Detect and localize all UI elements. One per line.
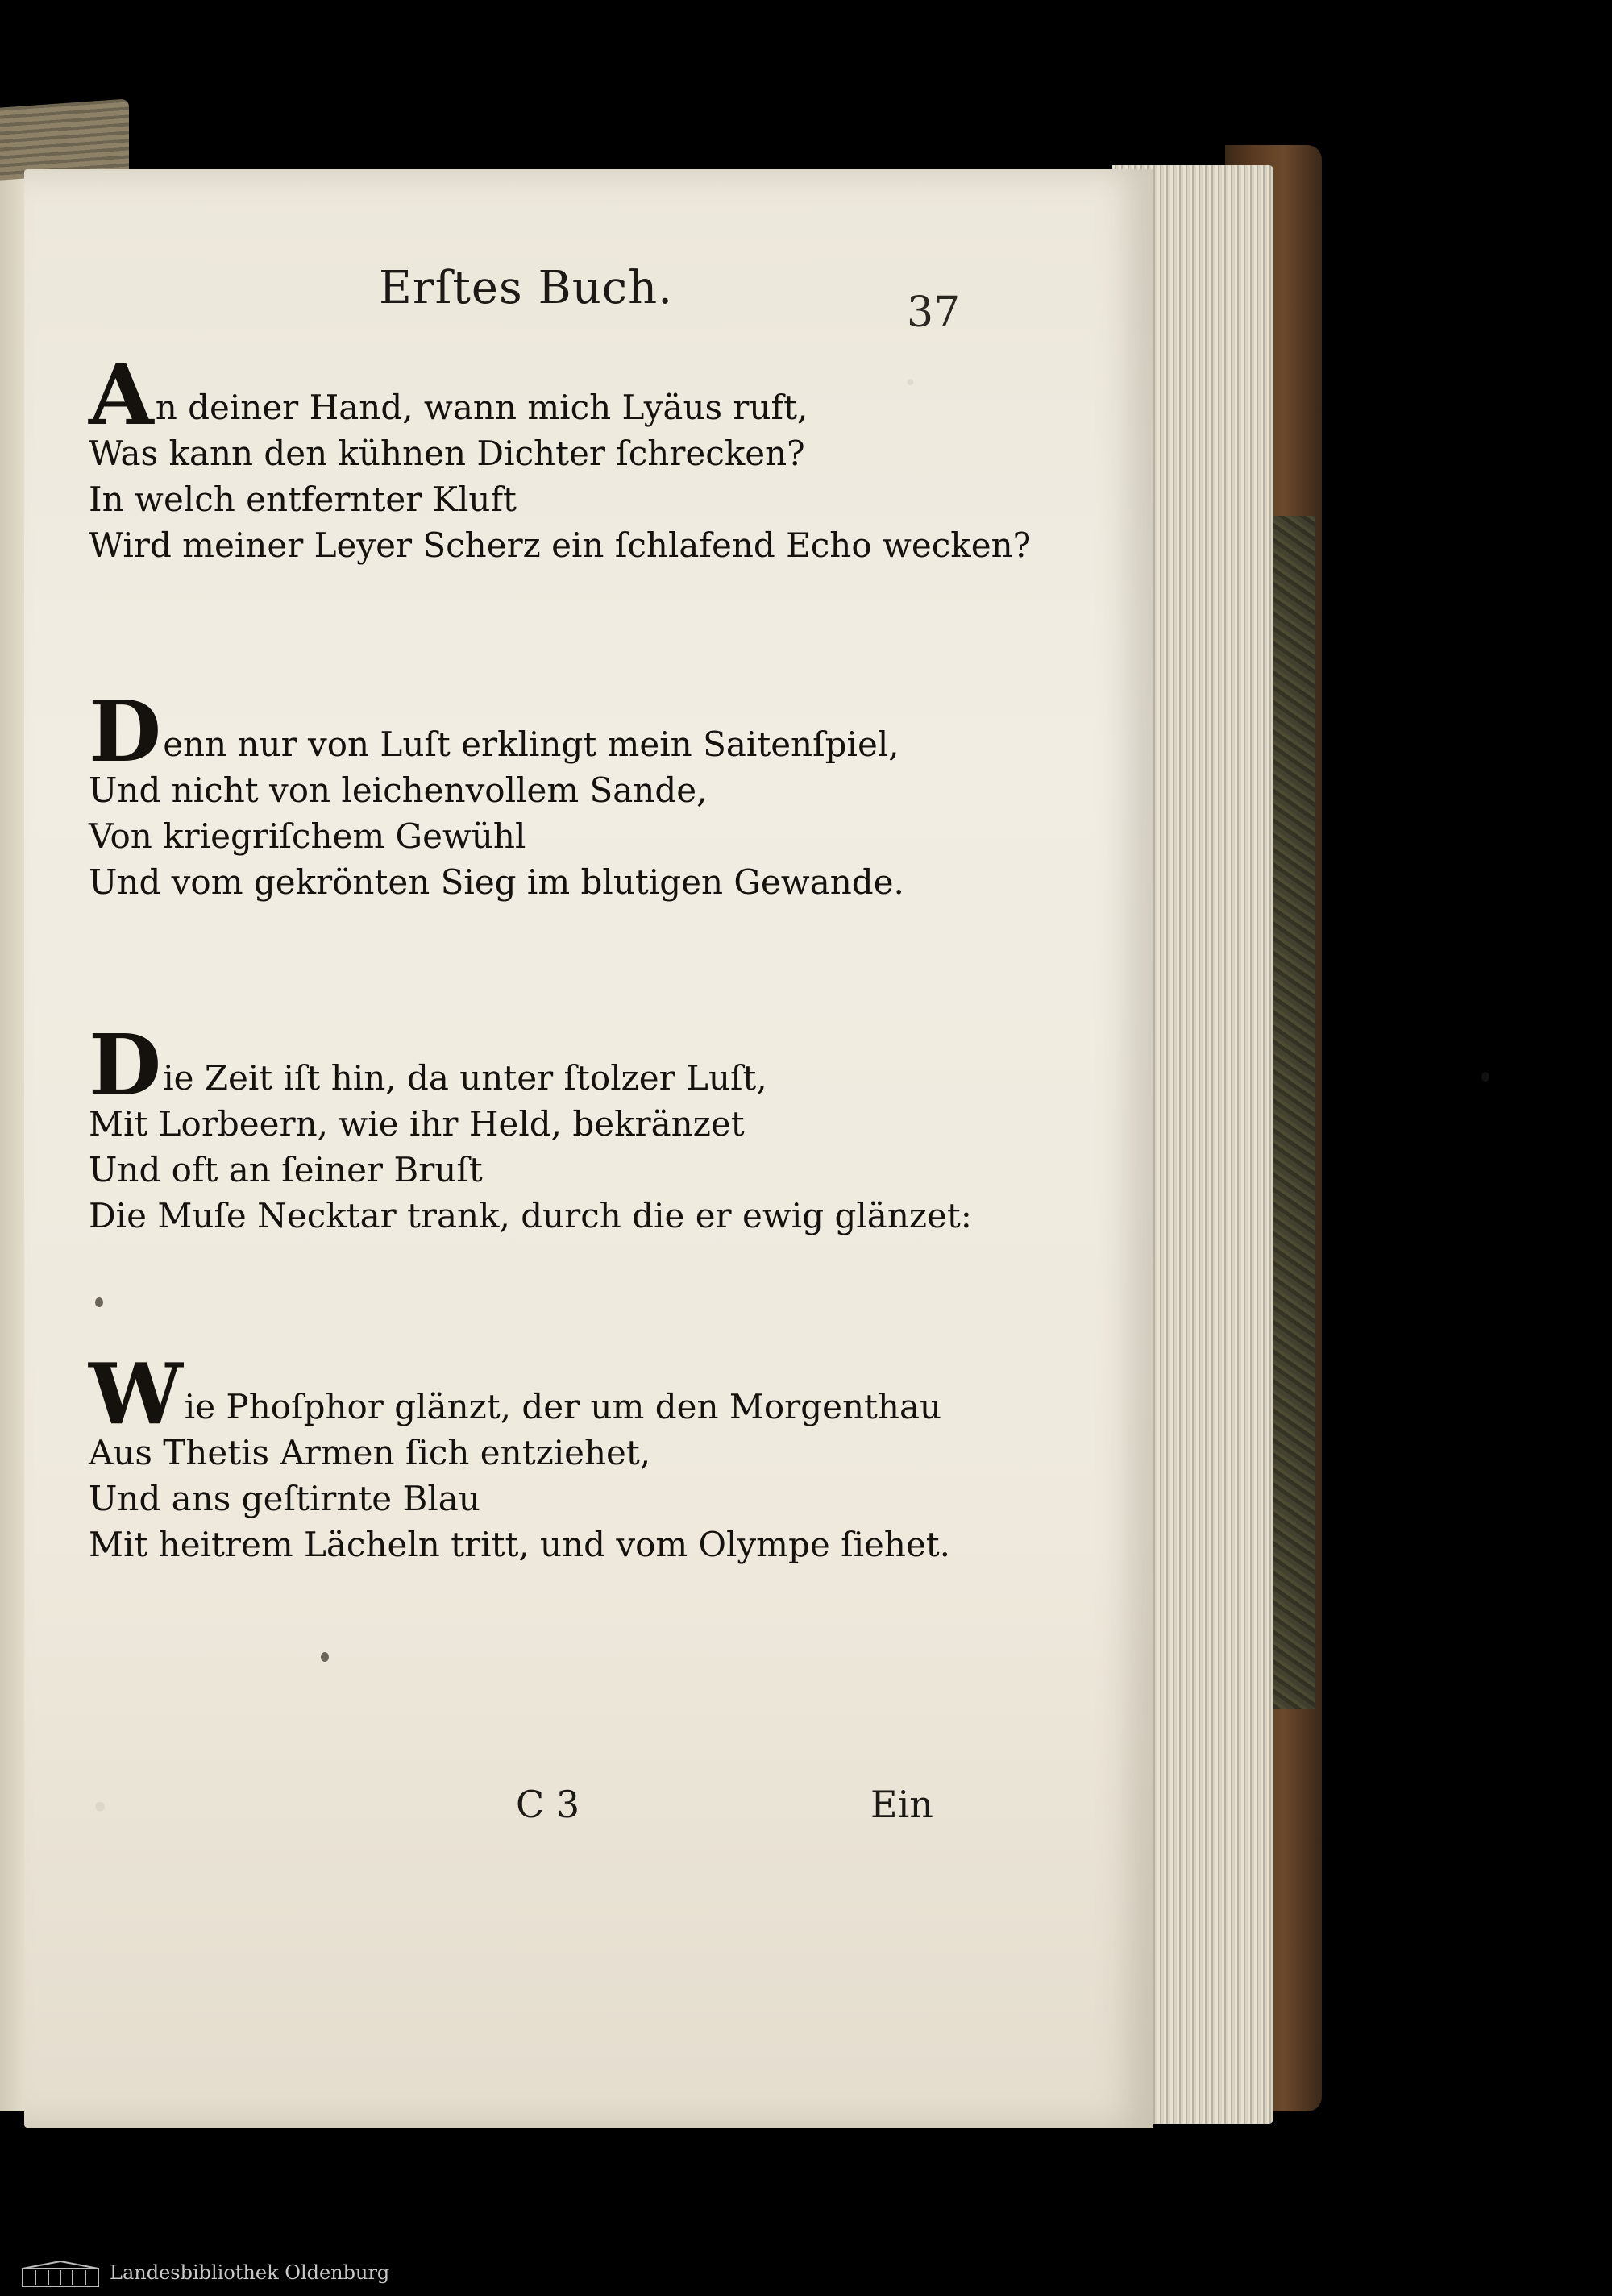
stanza-3: [89, 1015, 972, 1239]
verse-line: Mit Lorbeern, wie ihr Held, bekränzet: [89, 1104, 745, 1144]
verse-line: An deiner Hand, wann mich Lyäus ruft,: [89, 345, 808, 444]
verse-line: Aus Thetis Armen ſich entziehet,: [89, 1433, 651, 1472]
verse-line: In welch entfernter Kluft: [89, 480, 517, 519]
page-number: 37: [907, 289, 961, 337]
verse-line: Wie Phoſphor glänzt, der um den Morgenthau: [89, 1344, 942, 1443]
ink-speck: [95, 1297, 103, 1307]
drop-initial: W: [89, 1344, 183, 1443]
stanza-4: [89, 1344, 951, 1567]
verse-line: Die Muſe Necktar trank, durch die er ewig glänzet:: [89, 1196, 972, 1235]
drop-initial: D: [89, 682, 162, 781]
verse-line: Und nicht von leichenvollem Sande,: [89, 770, 708, 810]
verse-line: Und ans geſtirnte Blau: [89, 1479, 480, 1518]
library-building-icon: [21, 2261, 100, 2288]
catchword: Ein: [870, 1783, 933, 1826]
verse-line: Mit heitrem Lächeln tritt, und vom Olympe ſiehet.: [89, 1525, 951, 1564]
stanza-2: [89, 682, 904, 905]
library-name: Landesbibliothek Oldenburg: [110, 2261, 390, 2284]
verse-line: Was kann den kühnen Dichter ſchrecken?: [89, 434, 805, 473]
signature-mark: C 3: [516, 1783, 580, 1826]
stanza-1: [89, 345, 1032, 568]
running-title: Erſtes Buch.: [379, 262, 674, 314]
drop-initial: A: [89, 345, 154, 444]
verse-line: Wird meiner Leyer Scherz ein ſchlafend Echo wecken?: [89, 525, 1032, 565]
verse-line: Und oft an ſeiner Bruſt: [89, 1150, 483, 1190]
verse-line: Die Zeit iſt hin, da unter ſtolzer Luſt,: [89, 1015, 767, 1115]
bleed-through-mark: ·: [903, 355, 919, 411]
bleed-through-mark: ·: [89, 1765, 112, 1850]
verse-line: Von kriegriſchem Gewühl: [89, 816, 526, 856]
drop-initial: D: [89, 1015, 162, 1115]
spine-ribbon: [0, 98, 129, 180]
verse-line: Und vom gekrönten Sieg im blutigen Gewande.: [89, 862, 904, 902]
ink-speck: [1481, 1072, 1489, 1082]
ink-speck: [321, 1652, 329, 1662]
verse-line: Denn nur von Luſt erklingt mein Saitenſpiel,: [89, 682, 899, 781]
